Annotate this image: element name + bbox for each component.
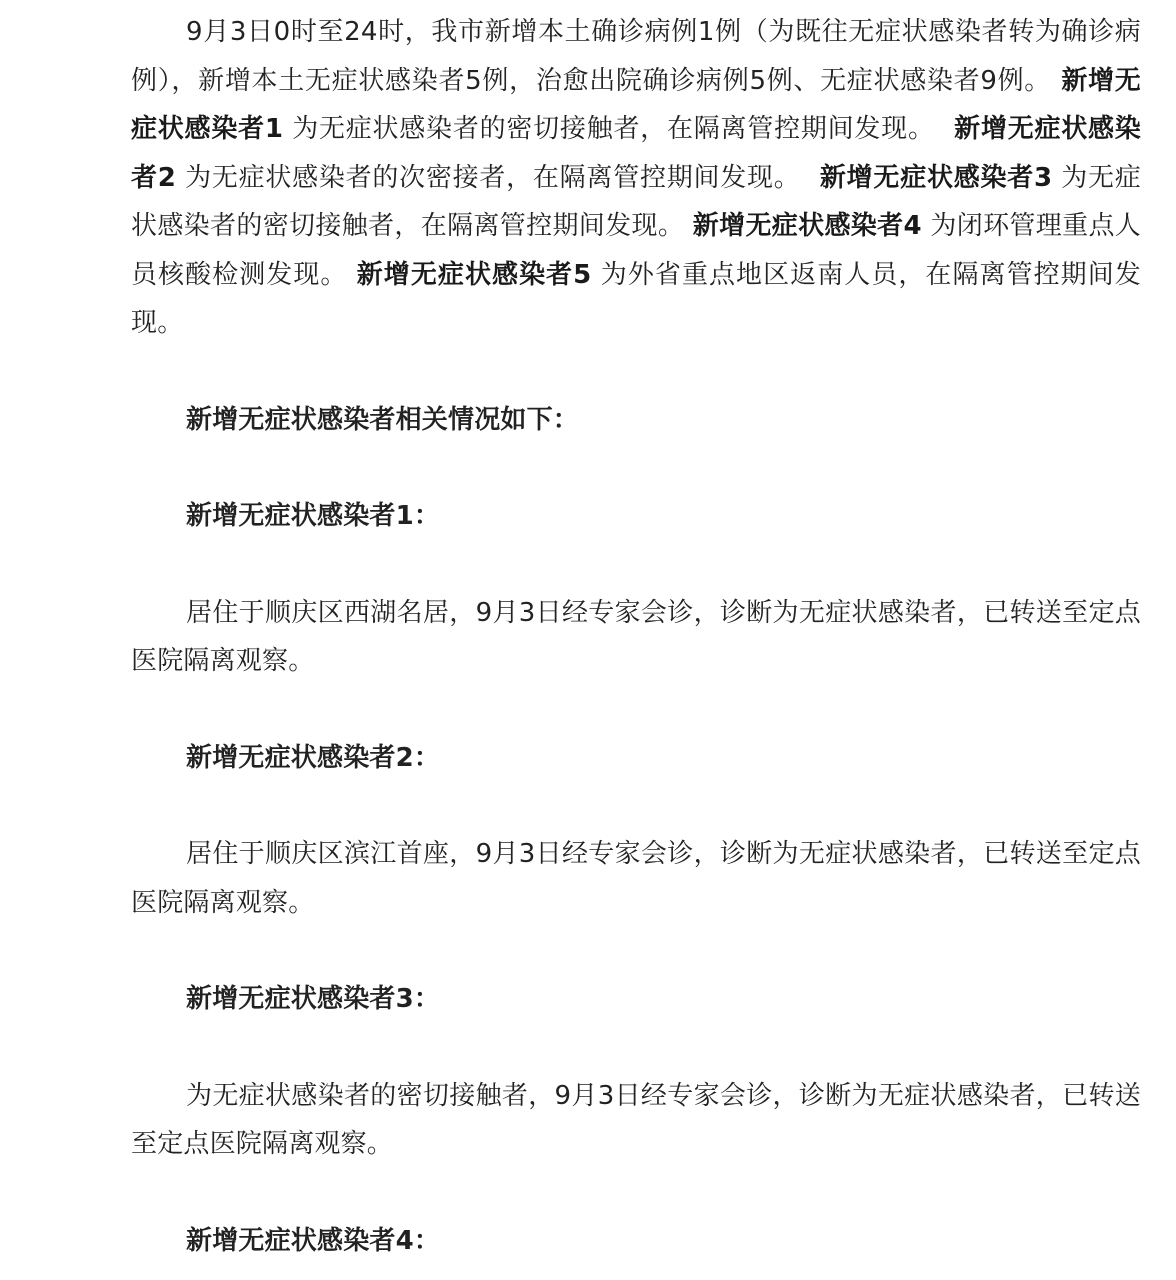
case-2-label: 新增无症状感染者2 [131,114,1142,193]
case-5-desc: 为外省重点地区返南人员，在隔离管控期间发现。 [131,259,1141,338]
case-2-heading: 新增无症状感染者2： [186,742,441,773]
case-1-body: 居住于顺庆区西湖名居，9月3日经专家会诊，诊断为无症状感染者，已转送至定点医院隔离观察。 [131,597,1141,676]
case-5-label: 新增无症状感染者5 [356,259,592,290]
summary-heading: 新增无症状感染者相关情况如下： [186,404,580,435]
case-3-body: 为无症状感染者的密切接触者，9月3日经专家会诊，诊断为无症状感染者，已转送至定点医院隔离观察。 [131,1080,1141,1159]
case-1-desc: 为无症状感染者的密切接触者，在隔离管控期间发现。 [292,114,935,144]
case-3-heading: 新增无症状感染者3： [186,984,441,1014]
case-1-heading: 新增无症状感染者1： [186,501,441,531]
case-3-desc: 为无症状感染者的密切接触者，在隔离管控期间发现。 [131,162,1142,241]
intro-paragraph [131,8,1141,348]
article-body [131,8,1141,1265]
case-1-label: 新增无症状感染者1 [131,65,1141,144]
case-4-desc: 为闭环管理重点人员核酸检测发现。 [131,211,1141,290]
intro-lead-text: 9月3日0时至24时，我市新增本土确诊病例1例（为既往无症状感染者转为确诊病例），新增本土无症状感染者5例，治愈出院确诊病例5例、无症状感染者9例。 [131,17,1141,96]
case-3-label: 新增无症状感染者3 [819,162,1053,193]
case-4-label: 新增无症状感染者4 [692,211,922,241]
case-2-body: 居住于顺庆区滨江首座，9月3日经专家会诊，诊断为无症状感染者，已转送至定点医院隔离观察。 [131,839,1141,918]
case-2-desc: 为无症状感染者的次密接者，在隔离管控期间发现。 [185,162,801,193]
case-4-heading: 新增无症状感染者4： [186,1225,441,1256]
